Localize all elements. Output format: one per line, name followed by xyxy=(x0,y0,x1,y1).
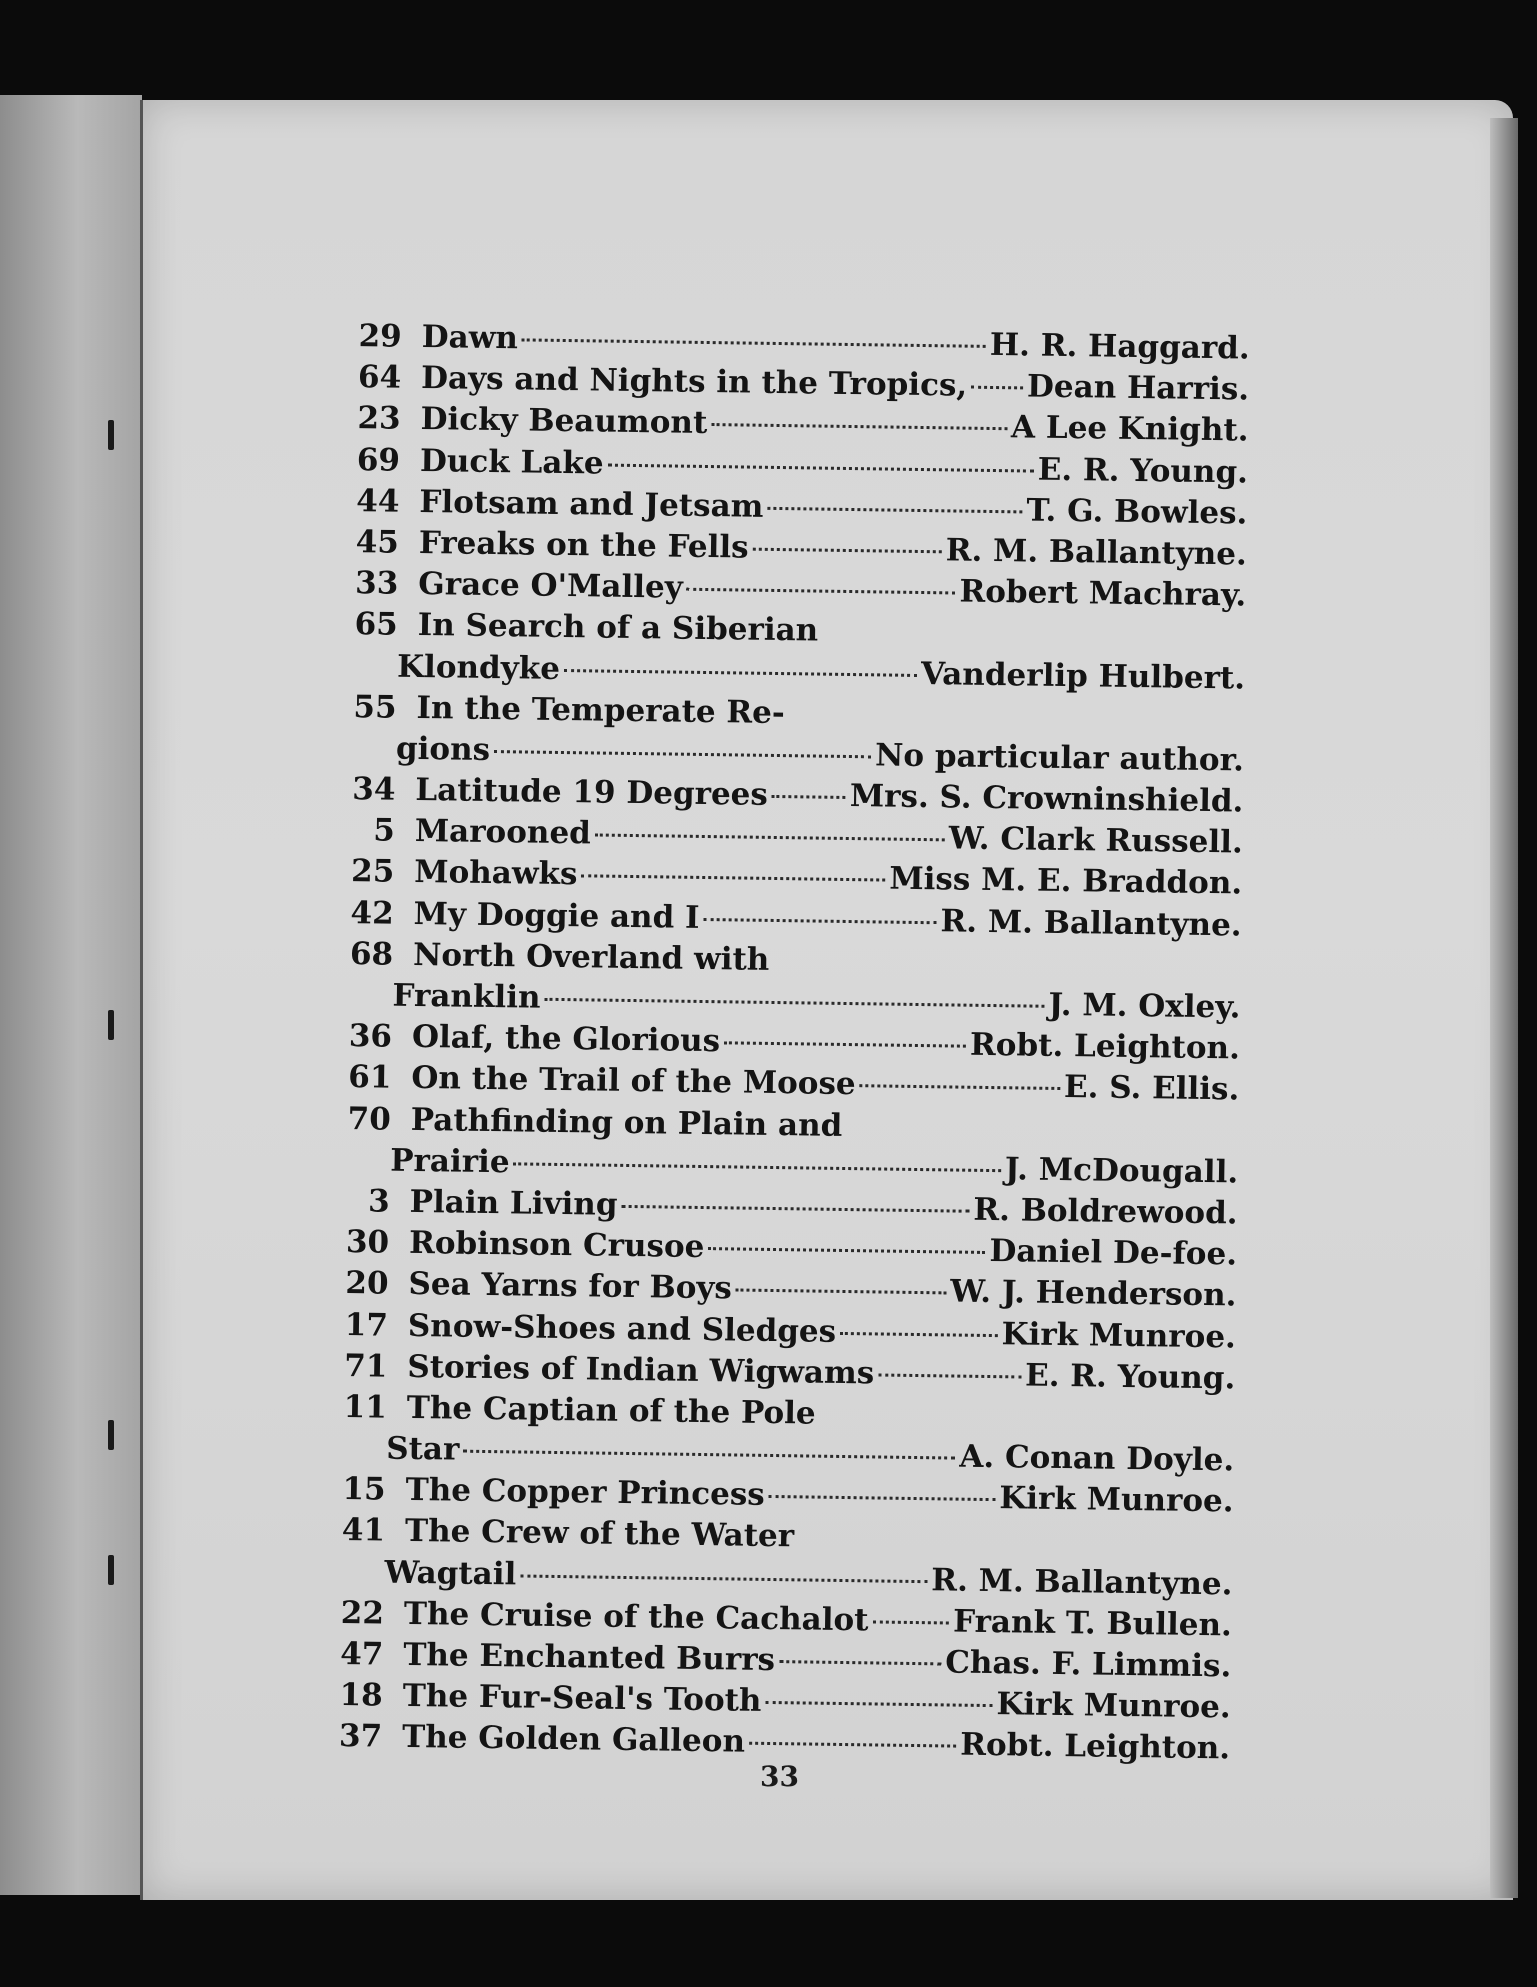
entry-title: Sea Yarns for Boys xyxy=(408,1266,733,1307)
entry-author: A. Conan Doyle. xyxy=(959,1438,1235,1479)
dot-leader xyxy=(769,1495,996,1501)
entry-title: Freaks on the Fells xyxy=(418,524,749,566)
entry-title-continued: Franklin xyxy=(392,977,541,1016)
book-entry xyxy=(334,1389,1235,1484)
book-entry xyxy=(344,689,1245,784)
entry-number: 37 xyxy=(338,1718,383,1755)
entry-number: 70 xyxy=(347,1100,392,1138)
entry-title: The Fur-Seal's Tooth xyxy=(402,1678,762,1720)
dot-leader xyxy=(840,1331,998,1336)
entry-title-continued: Wagtail xyxy=(384,1554,517,1593)
entry-title: Dawn xyxy=(421,319,519,357)
binding-stitch xyxy=(108,1010,114,1040)
entry-author: R. M. Ballantyne. xyxy=(945,532,1248,573)
left-page-margin xyxy=(0,95,142,1895)
entry-number: 45 xyxy=(355,524,400,561)
book-entry xyxy=(340,936,1241,1031)
entry-title: Days and Nights in the Tropics, xyxy=(420,360,968,404)
entry-author: R. M. Ballantyne. xyxy=(931,1561,1233,1603)
entry-title: The Copper Princess xyxy=(405,1472,765,1514)
entry-title: The Enchanted Burrs xyxy=(403,1636,776,1679)
entry-title: Snow-Shoes and Sledges xyxy=(407,1307,837,1350)
book-entry xyxy=(338,1100,1239,1195)
dot-leader xyxy=(779,1660,941,1665)
book-entry xyxy=(345,606,1246,701)
dot-leader xyxy=(463,1450,955,1460)
entry-number: 5 xyxy=(373,812,396,849)
entry-number: 15 xyxy=(342,1471,386,1508)
entry-title: Pathfinding on Plain and xyxy=(410,1101,843,1144)
dot-leader xyxy=(753,548,942,554)
entry-title: Plain Living xyxy=(409,1183,618,1223)
entry-number: 34 xyxy=(352,771,396,808)
book-list xyxy=(330,318,1250,1772)
entry-number: 20 xyxy=(345,1265,389,1302)
entry-number: 36 xyxy=(348,1018,393,1055)
entry-title: The Golden Galleon xyxy=(401,1719,746,1761)
dot-leader xyxy=(608,463,1034,472)
entry-number: 44 xyxy=(356,482,400,520)
entry-title-continued: Prairie xyxy=(389,1142,510,1181)
entry-author: Miss M. E. Braddon. xyxy=(889,861,1243,902)
binding-stitch xyxy=(108,1420,114,1450)
dot-leader xyxy=(765,1701,992,1707)
entry-title: Marooned xyxy=(414,813,592,852)
entry-author: R. Boldrewood. xyxy=(973,1191,1238,1232)
entry-number: 55 xyxy=(353,688,397,726)
entry-author: J. M. Oxley. xyxy=(1048,986,1241,1026)
entry-title: The Cruise of the Cachalot xyxy=(403,1595,869,1639)
entry-title: Duck Lake xyxy=(419,442,604,482)
dot-leader xyxy=(514,1162,1001,1172)
entry-title: North Overland with xyxy=(412,936,770,978)
dot-leader xyxy=(581,875,885,882)
entry-author: H. R. Haggard. xyxy=(989,326,1250,367)
entry-title: The Crew of the Water xyxy=(404,1513,795,1555)
dot-leader xyxy=(564,669,917,677)
entry-author: Kirk Munroe. xyxy=(999,1480,1234,1520)
entry-number: 64 xyxy=(357,359,402,396)
dot-leader xyxy=(872,1620,949,1624)
entry-title: Dicky Beaumont xyxy=(420,401,708,442)
entry-number: 47 xyxy=(339,1635,384,1673)
entry-author: E. R. Young. xyxy=(1024,1357,1236,1397)
dot-leader xyxy=(704,918,937,924)
entry-number: 68 xyxy=(349,935,394,973)
entry-author: W. J. Henderson. xyxy=(950,1273,1237,1314)
book-entry xyxy=(332,1512,1233,1607)
entry-author: W. Clark Russell. xyxy=(948,820,1244,861)
entry-author: Robt. Leighton. xyxy=(969,1026,1241,1067)
entry-author: Frank T. Bullen. xyxy=(952,1603,1233,1644)
dot-leader xyxy=(711,423,1007,430)
entry-number: 71 xyxy=(343,1347,388,1385)
dot-leader xyxy=(736,1289,946,1295)
entry-number: 33 xyxy=(354,565,399,602)
entry-number: 69 xyxy=(356,441,401,479)
dot-leader xyxy=(520,1574,927,1583)
dot-leader xyxy=(595,834,945,842)
entry-number: 42 xyxy=(350,894,394,932)
entry-number: 65 xyxy=(354,606,398,644)
entry-number: 18 xyxy=(339,1677,384,1714)
entry-title: Latitude 19 Degrees xyxy=(415,772,769,813)
entry-title: Mohawks xyxy=(414,854,578,893)
dot-leader xyxy=(494,750,871,758)
entry-number: 29 xyxy=(358,318,402,355)
entry-title-continued: gions xyxy=(395,730,491,768)
dot-leader xyxy=(971,386,1023,390)
entry-title: Flotsam and Jetsam xyxy=(419,483,764,525)
entry-number: 3 xyxy=(367,1183,390,1220)
entry-author: Robert Machray. xyxy=(959,573,1247,614)
binding-stitch xyxy=(108,1555,114,1585)
entry-author: E. R. Young. xyxy=(1037,451,1249,491)
entry-number: 23 xyxy=(357,400,401,438)
entry-title: On the Trail of the Moose xyxy=(411,1060,856,1103)
page-number: 33 xyxy=(760,1760,799,1793)
dot-leader xyxy=(878,1373,1021,1378)
dot-leader xyxy=(860,1085,1060,1091)
dot-leader xyxy=(687,588,956,595)
dot-leader xyxy=(772,795,846,799)
dot-leader xyxy=(621,1205,969,1213)
dot-leader xyxy=(767,507,1022,514)
dot-leader xyxy=(544,998,1044,1008)
entry-author: Chas. F. Limmis. xyxy=(945,1644,1232,1685)
entry-number: 17 xyxy=(344,1306,389,1344)
entry-number: 22 xyxy=(340,1594,385,1632)
entry-author: A Lee Knight. xyxy=(1010,409,1249,449)
entry-author: Daniel De-foe. xyxy=(989,1233,1238,1273)
entry-title: In Search of a Siberian xyxy=(417,607,819,649)
entry-title: Olaf, the Glorious xyxy=(411,1019,721,1060)
entry-title: The Captian of the Pole xyxy=(406,1389,816,1432)
dot-leader xyxy=(724,1041,966,1047)
entry-author: Mrs. S. Crowninshield. xyxy=(849,778,1244,820)
entry-number: 30 xyxy=(345,1224,390,1261)
dot-leader xyxy=(749,1742,956,1748)
dot-leader xyxy=(708,1247,985,1254)
entry-author: No particular author. xyxy=(874,737,1245,779)
entry-title: Robinson Crusoe xyxy=(408,1225,705,1266)
entry-author: Vanderlip Hulbert. xyxy=(920,655,1246,697)
entry-number: 61 xyxy=(348,1059,392,1097)
entry-author: E. S. Ellis. xyxy=(1063,1069,1240,1108)
entry-title-continued: Star xyxy=(385,1430,460,1468)
entry-title-continued: Klondyke xyxy=(396,648,561,687)
dot-leader xyxy=(522,338,986,347)
entry-author: Dean Harris. xyxy=(1026,368,1250,408)
entry-title: Stories of Indian Wigwams xyxy=(407,1348,875,1392)
binding-stitch xyxy=(108,420,114,450)
entry-author: R. M. Ballantyne. xyxy=(940,902,1242,944)
page-edge-shadow xyxy=(1490,118,1518,1898)
entry-number: 41 xyxy=(341,1512,386,1550)
entry-title: In the Temperate Re- xyxy=(416,689,786,731)
entry-author: Kirk Munroe. xyxy=(996,1686,1231,1726)
entry-author: Kirk Munroe. xyxy=(1001,1315,1237,1355)
entry-title: Grace O'Malley xyxy=(418,566,683,606)
entry-author: T. G. Bowles. xyxy=(1026,492,1248,532)
entry-number: 11 xyxy=(343,1388,388,1426)
entry-author: J. McDougall. xyxy=(1004,1150,1239,1191)
entry-title: My Doggie and I xyxy=(413,895,700,936)
entry-number: 25 xyxy=(350,853,395,891)
entry-author: Robt. Leighton. xyxy=(960,1727,1231,1767)
